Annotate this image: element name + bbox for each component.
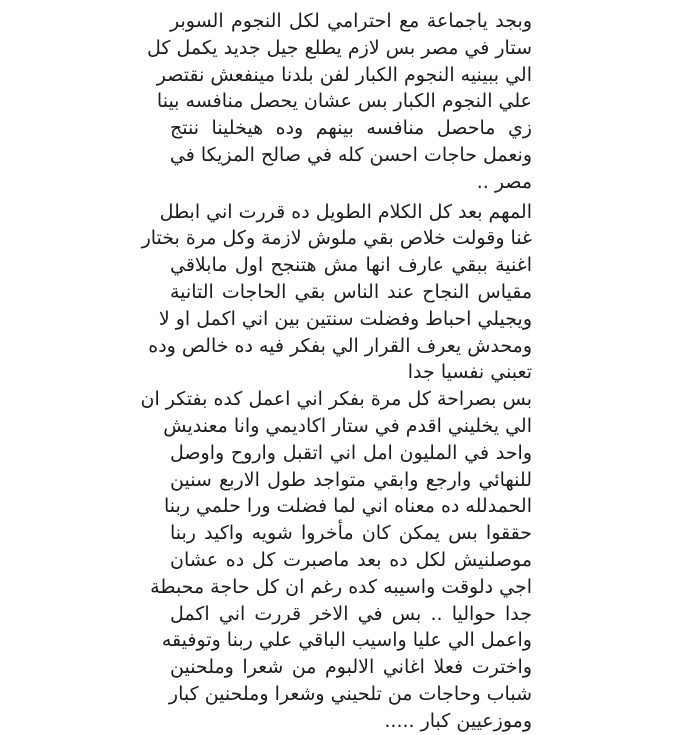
text-line: المهم بعد كل الكلام الطويل ده قررت اني ابطل <box>159 200 532 223</box>
text-line: وموزعيين كبار ..... <box>384 709 532 732</box>
post-text <box>140 0 532 735</box>
text-line: الحمدلله ده معناه اني لما فضلت ورا حلمي ربنا <box>163 495 532 518</box>
text-line: الي يخليني اقدم في ستار اكاديمي وانا معنديش <box>163 414 532 437</box>
text-line: موصلنيش لكل ده بعد ماصبرت كل ده عشان <box>170 548 532 571</box>
text-line: مقياس النجاح عند الناس بقي الحاجات التانية <box>170 280 532 303</box>
text-line: اغنية ببقي عارف انها مش هتنجح اول مابلاقي <box>170 254 532 277</box>
text-line: ونعمل حاجات احسن كله في صالح المزيكا في <box>169 143 532 166</box>
text-line: واخترت فعلا اغاني الالبوم من شعرا وملحنين <box>170 656 532 679</box>
text-line: اجي دلوقت واسيبه كده رغم ان كل حاجة محبطة <box>150 575 532 598</box>
text-line: مصر .. <box>476 170 532 193</box>
text-line: للنهائي وارجع وابقي متواجد طول الاربع سنين <box>170 468 532 491</box>
text-line: ومحدش يعرف القرار الي بفكر فيه ده خالص وده <box>148 334 532 357</box>
text-line: تعبني نفسيا جدا <box>407 361 532 384</box>
text-line: بس بصراحة كل مرة بفكر اني اعمل كده بفتكر ان <box>140 388 532 411</box>
text-line: ويجيلي احباط وفضلت سنتين بين اني اكمل او لا <box>158 307 532 330</box>
text-line: واحد في المليون امل اني اتقبل واروح واوصل <box>170 441 532 464</box>
text-line: وبجد ياجماعة مع احترامي لكل النجوم السوبر <box>170 10 532 32</box>
text-line: الي ببينيه النجوم الكبار لفن بلدنا مينفعش نقتصر <box>156 63 532 86</box>
text-line: غنا وقولت خلاص بقي ملوش لازمة وكل مرة بختار <box>141 227 532 250</box>
text-line: حققوا بس يمكن كان مأخروا شويه واكيد ربنا <box>170 522 532 545</box>
text-line: جدا حواليا .. بس في الاخر قررت اني اكمل <box>170 602 532 625</box>
text-line: ستار في مصر بس لازم يطلع جيل جديد يكمل كل <box>146 36 532 59</box>
text-line: شباب وحاجات من تلحيني وشعرا وملحنين كبار <box>168 682 532 705</box>
text-line: واعمل الي عليا واسيب الباقي علي ربنا وتوفيقه <box>161 629 532 652</box>
text-line: علي النجوم الكبار بس عشان يحصل منافسه بينا <box>156 90 532 113</box>
text-line: زي ماحصل منافسه بينهم وده هيخلينا ننتج <box>170 117 532 140</box>
